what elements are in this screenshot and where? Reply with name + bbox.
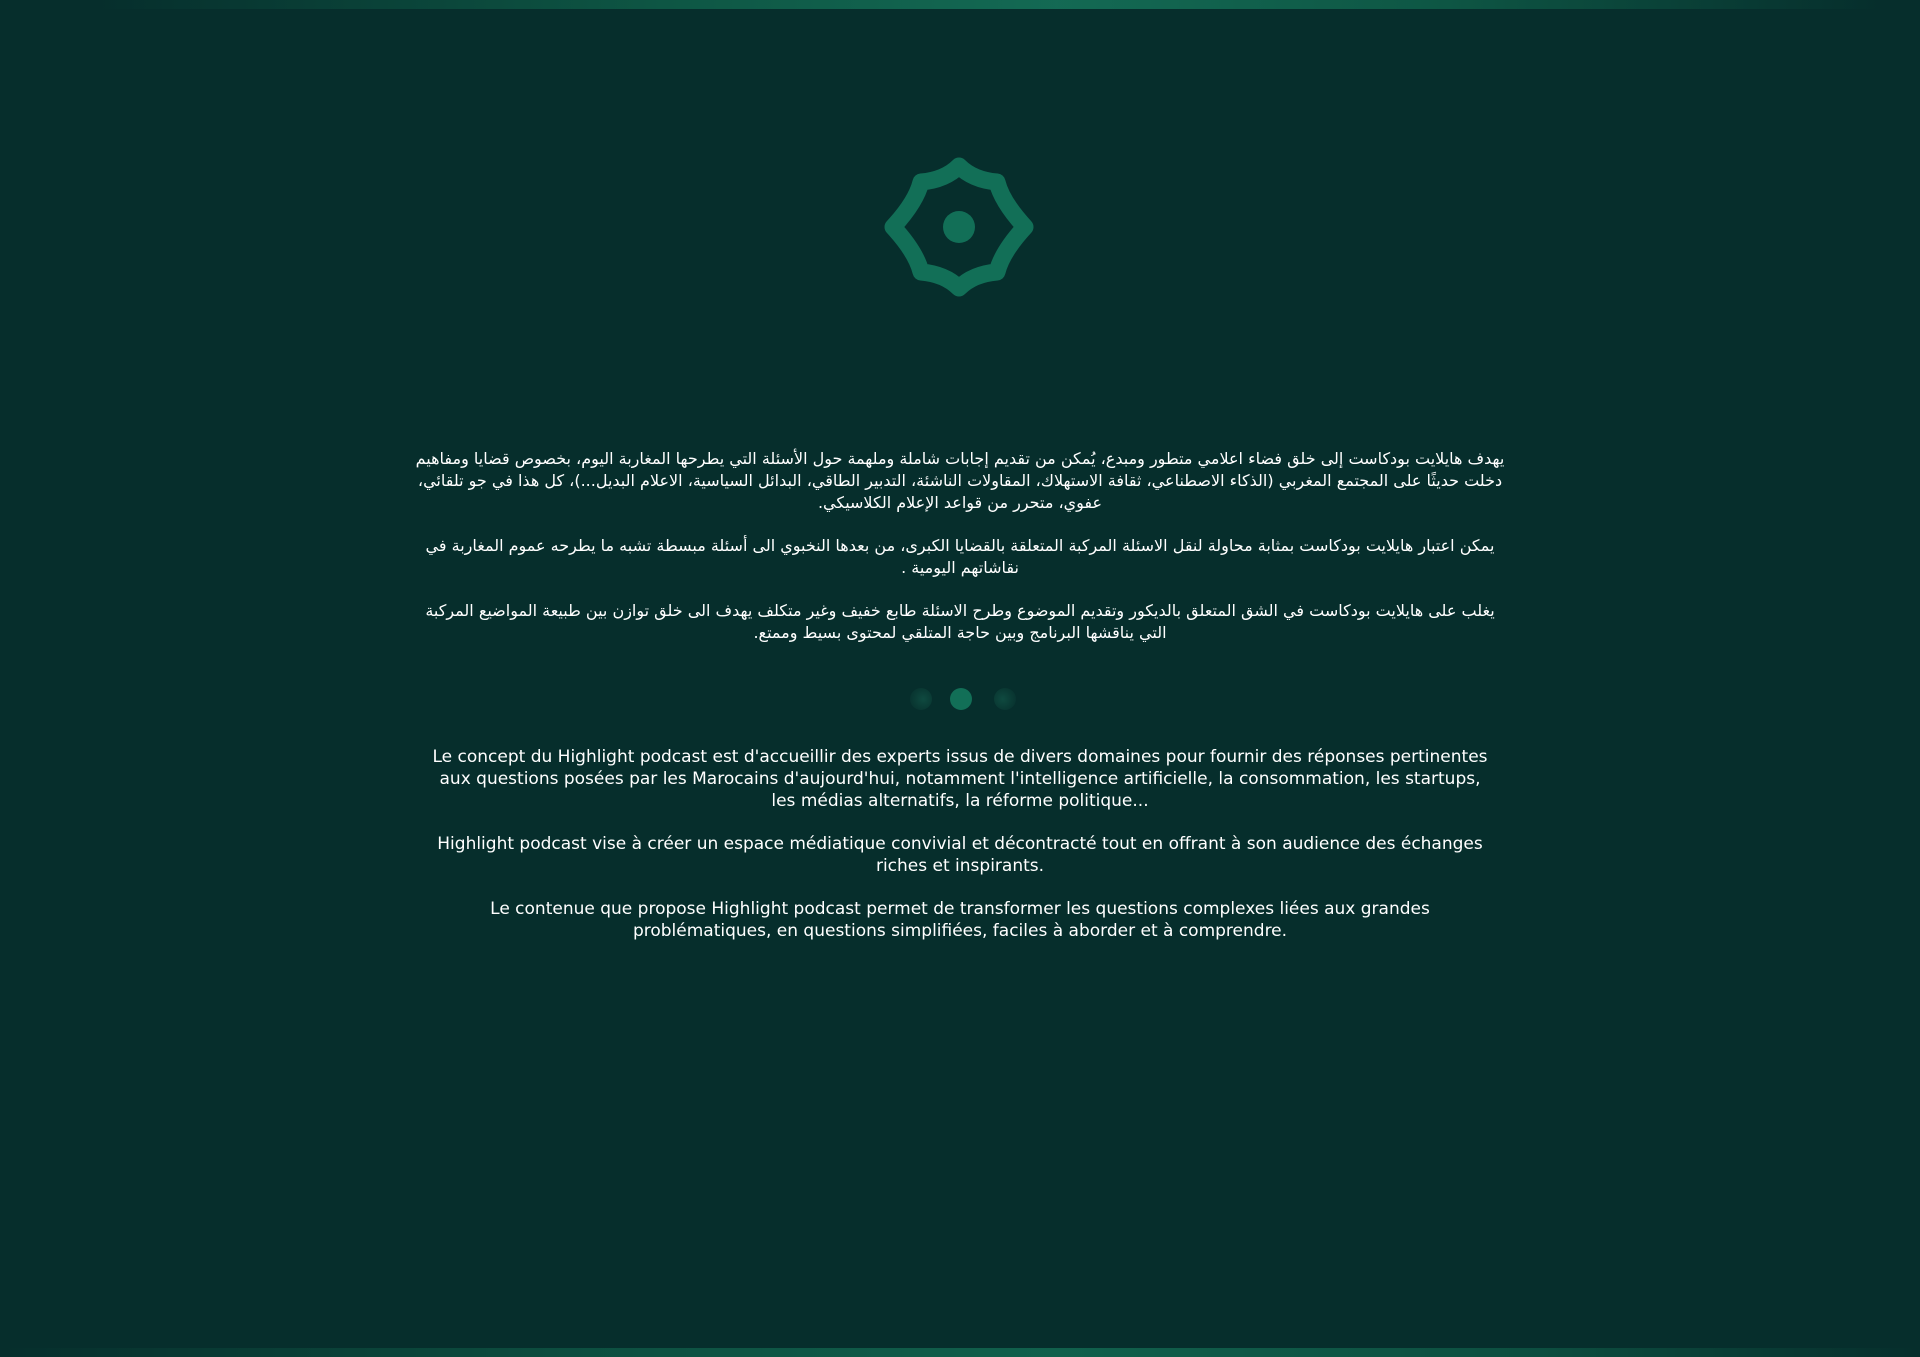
carousel-dot-2-active[interactable] bbox=[950, 688, 972, 710]
arabic-paragraph-2: يمكن اعتبار هايلايت بودكاست بمثابة محاولة لنقل الاسئلة المركبة المتعلقة بالقضايا الكبرى، من بعدها النخبوي الى أسئلة مبسطة تشبه ما يطرحه عموم المغاربة في نقاشاتهم اليومية . bbox=[425, 536, 1495, 577]
arabic-description bbox=[410, 448, 1510, 665]
eight-point-star-icon bbox=[871, 156, 1049, 318]
carousel-dots bbox=[910, 688, 1016, 710]
french-paragraph-3: Le contenue que propose Highlight podcast permet de transformer les questions complexes liées aux grandes problématiques, en questions simplifiées, faciles à aborder et à comprendre. bbox=[490, 899, 1430, 941]
bottom-glow-line bbox=[0, 1348, 1920, 1357]
french-description bbox=[430, 746, 1490, 963]
top-glow-line bbox=[0, 0, 1920, 9]
arabic-paragraph-3: يغلب على هايلايت بودكاست في الشق المتعلق بالديكور وتقديم الموضوع وطرح الاسئلة طابع خفيف وغير متكلف يهدف الى خلق توازن بين طبيعة المواضيع المركبة التي يناقشها البرنامج وبين حاجة المتلقي لمحتوى بسيط وممتع. bbox=[425, 601, 1495, 642]
arabic-paragraph-1: يهدف هايلايت بودكاست إلى خلق فضاء اعلامي متطور ومبدع، يُمكن من تقديم إجابات شاملة وملهمة حول الأسئلة التي يطرحها المغاربة اليوم، بخصوص قضايا ومفاهيم دخلت حديثًا على المجتمع المغربي (الذكاء الاصطناعي، ثقافة الاستهلاك، المقاولات الناشئة، التدبير الطاقي، البدائل السياسية، الاعلام البديل...)، كل هذا في جو تلقائي، عفوي، متحرر من قواعد الإعلام الكلاسيكي. bbox=[415, 449, 1505, 512]
carousel-dot-1[interactable] bbox=[910, 688, 932, 710]
french-paragraph-2: Highlight podcast vise à créer un espace médiatique convivial et décontracté tout en offrant à son audience des échanges riches et inspirants. bbox=[437, 834, 1483, 876]
french-paragraph-1: Le concept du Highlight podcast est d'accueillir des experts issus de divers domaines pour fournir des réponses pertinentes aux questions posées par les Marocains d'aujourd'hui, notamment l'intelligence artificielle, la consommation, les startups, les médias alternatifs, la réforme politique... bbox=[432, 747, 1488, 811]
carousel-dot-3[interactable] bbox=[994, 688, 1016, 710]
